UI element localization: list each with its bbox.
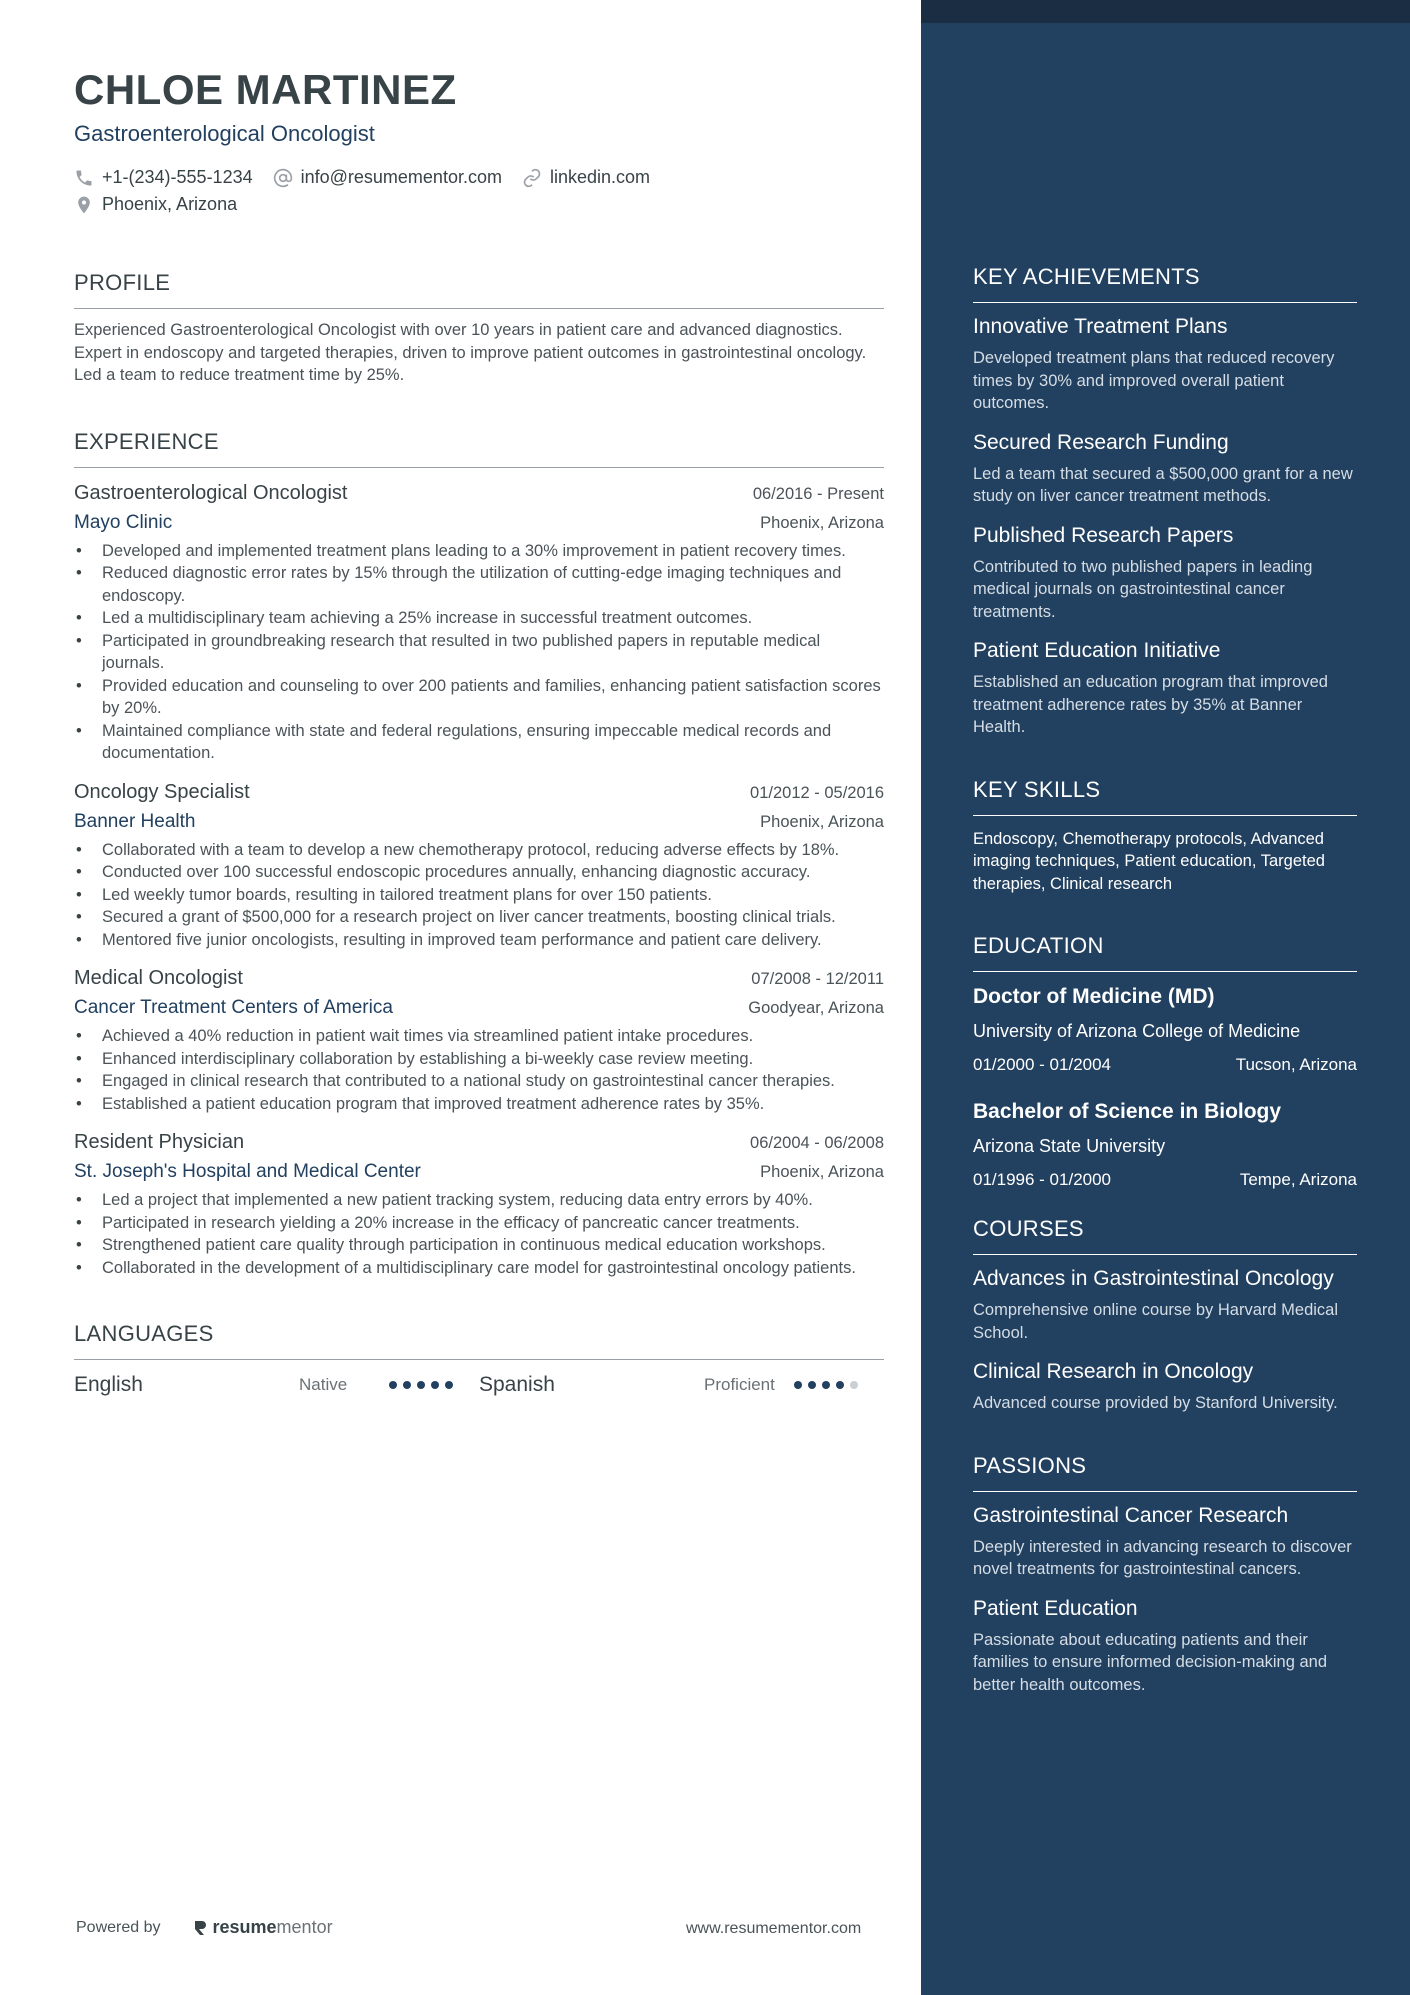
location-pin-icon [74,195,94,215]
job-dates: 06/2004 - 06/2008 [750,1134,884,1152]
job-company: Mayo Clinic [74,511,173,533]
job-bullets [74,1189,884,1279]
course-item [973,1358,1357,1415]
language-item [479,1373,884,1397]
at-sign-icon [273,168,293,188]
skills-heading: KEY SKILLS [973,775,1357,816]
language-name: Spanish [479,1373,555,1396]
job-location: Phoenix, Arizona [760,513,884,532]
achievement-item [973,429,1357,508]
rating-dot-filled [836,1381,844,1389]
passion-item [973,1595,1357,1697]
job-bullet: • Secured a grant of $500,000 for a research project on liver cancer treatments, boosting clinical trials. [102,906,884,929]
job-location: Phoenix, Arizona [760,1163,884,1181]
course-text: Comprehensive online course by Harvard Medical School. [973,1301,1339,1342]
passion-item [973,1502,1357,1581]
language-level: Native [299,1375,348,1394]
job-entry [74,777,884,952]
languages-section [74,1319,884,1400]
achievement-text: Established an education program that improved treatment adherence rates by 35% at Banner Health. [973,673,1328,736]
job-dates: 01/2012 - 05/2016 [750,783,884,802]
sidebar-content [973,262,1357,1732]
education-section [973,931,1357,1190]
job-company: Cancer Treatment Centers of America [74,997,393,1018]
resumementor-logo-icon [193,1919,207,1937]
contact-info [74,164,884,218]
education-location: Tucson, Arizona [1235,1055,1357,1074]
job-location: Goodyear, Arizona [748,999,884,1017]
contact-linkedin[interactable] [522,167,650,188]
link-icon [522,168,542,188]
sidebar [921,0,1410,1995]
language-name: English [74,1373,143,1396]
passion-title: Gastrointestinal Cancer Research [973,1503,1289,1527]
job-bullet: • Collaborated with a team to develop a new chemotherapy protocol, reducing adverse effects by 18%. [102,839,884,862]
job-bullet: • Led a multidisciplinary team achieving a 25% increase in successful treatment outcomes. [102,607,884,630]
job-bullet: • Enhanced interdisciplinary collaboration by establishing a bi-weekly case review meeting. [102,1048,884,1071]
language-rating [389,1381,453,1389]
candidate-name: CHLOE MARTINEZ [74,66,457,113]
language-rating [794,1381,858,1389]
achievement-item [973,313,1357,415]
achievements-section [973,262,1357,739]
rating-dot-empty [850,1381,858,1389]
education-degree: Doctor of Medicine (MD) [973,985,1215,1008]
job-dates: 06/2016 - Present [752,484,884,503]
achievement-title: Innovative Treatment Plans [973,315,1228,338]
location-text: Phoenix, Arizona [102,194,238,214]
profile-text: Experienced Gastroenterological Oncologist with over 10 years in patient care and advanced diagnostics. Expert in endoscopy and targeted therapies, driven to improve patient outcomes in gastrointestinal oncology. Led a team to reduce treatment time by 25%. [74,321,867,384]
rating-dot-filled [808,1381,816,1389]
achievement-item [973,522,1357,624]
achievement-text: Developed treatment plans that reduced recovery times by 30% and improved overall patient outcomes. [973,349,1335,412]
profile-heading: PROFILE [74,268,884,309]
course-title: Advances in Gastrointestinal Oncology [973,1267,1334,1290]
phone-icon [74,168,94,188]
courses-section [973,1214,1357,1415]
passion-title: Patient Education [973,1596,1138,1620]
rating-dot-filled [417,1381,425,1389]
rating-dot-filled [794,1381,802,1389]
brand-logo[interactable] [193,1917,333,1938]
course-text: Advanced course provided by Stanford University. [973,1394,1338,1412]
phone-text: +1-(234)-555-1234 [102,167,253,187]
rating-dot-filled [445,1381,453,1389]
contact-location [74,194,237,215]
job-bullet: • Participated in groundbreaking research that resulted in two published papers in reputable medical journals. [102,630,884,675]
courses-heading: COURSES [973,1214,1357,1255]
experience-section [74,427,884,1280]
rating-dot-filled [431,1381,439,1389]
job-location: Phoenix, Arizona [760,812,884,831]
job-bullet: • Developed and implemented treatment plans leading to a 30% improvement in patient recovery times. [102,540,884,563]
passion-text: Passionate about educating patients and their families to ensure informed decision-making and better health outcomes. [973,1630,1328,1694]
job-bullet: • Participated in research yielding a 20% increase in the efficacy of pancreatic cancer treatments. [102,1212,884,1235]
brand-name-bold: resume [212,1917,277,1937]
rating-dot-filled [389,1381,397,1389]
job-bullet: • Established a patient education program that improved treatment adherence rates by 35%. [102,1093,884,1116]
course-item [973,1265,1357,1344]
contact-phone[interactable] [74,167,253,188]
achievement-item [973,637,1357,739]
rating-dot-filled [403,1381,411,1389]
passions-heading: PASSIONS [973,1451,1357,1492]
job-bullet: • Strengthened patient care quality through participation in continuous medical education workshops. [102,1234,884,1257]
job-role: Medical Oncologist [74,967,243,989]
education-dates: 01/2000 - 01/2004 [973,1055,1112,1074]
education-degree: Bachelor of Science in Biology [973,1100,1282,1123]
job-entry [74,1127,884,1279]
job-bullet: • Conducted over 100 successful endoscopic procedures annually, enhancing diagnostic accuracy. [102,861,884,884]
job-bullet: • Mentored five junior oncologists, resulting in improved team performance and patient care delivery. [102,929,884,952]
brand-name-light: mentor [276,1917,333,1937]
language-list [74,1370,884,1400]
job-bullet: • Led a project that implemented a new patient tracking system, reducing data entry errors by 40%. [102,1189,884,1212]
skills-section [973,775,1357,896]
job-list [74,478,884,1280]
achievement-title: Published Research Papers [973,523,1234,547]
job-bullet: • Achieved a 40% reduction in patient wait times via streamlined patient intake procedures. [102,1025,884,1048]
profile-section [74,268,884,387]
job-bullet: • Engaged in clinical research that contributed to a national study on gastrointestinal cancer therapies. [102,1070,884,1093]
job-bullet: • Collaborated in the development of a multidisciplinary care model for gastrointestinal oncology patients. [102,1257,884,1280]
powered-by-label: Powered by [76,1918,161,1936]
job-bullet: • Reduced diagnostic error rates by 15% through the utilization of cutting-edge imaging techniques and endoscopy. [102,562,884,607]
job-bullets [74,540,884,765]
footer-url[interactable]: www.resumementor.com [686,1920,862,1937]
job-company: Banner Health [74,810,196,832]
experience-heading: EXPERIENCE [74,427,884,468]
job-bullets [74,839,884,952]
language-level: Proficient [704,1375,775,1394]
job-role: Gastroenterological Oncologist [74,481,348,504]
education-school: Arizona State University [973,1136,1166,1156]
job-bullet: • Provided education and counseling to over 200 patients and families, enhancing patient satisfaction scores by 20%. [102,675,884,720]
passions-section [973,1451,1357,1697]
achievement-title: Secured Research Funding [973,430,1229,454]
job-bullets [74,1025,884,1115]
candidate-title: Gastroenterological Oncologist [74,121,375,146]
education-item [973,982,1357,1075]
email-text: info@resumementor.com [300,167,502,187]
job-company: St. Joseph's Hospital and Medical Center [74,1161,421,1182]
achievement-text: Contributed to two published papers in leading medical journals on gastrointestinal cancer treatments. [973,557,1313,621]
education-heading: EDUCATION [973,931,1357,972]
passion-text: Deeply interested in advancing research to discover novel treatments for gastrointestinal cancers. [973,1537,1352,1578]
job-role: Resident Physician [74,1131,245,1153]
job-role: Oncology Specialist [74,780,250,803]
contact-email[interactable] [273,167,502,188]
job-dates: 07/2008 - 12/2011 [751,970,884,988]
achievement-title: Patient Education Initiative [973,639,1221,662]
languages-heading: LANGUAGES [74,1319,884,1360]
job-bullet: • Led weekly tumor boards, resulting in tailored treatment plans for over 150 patients. [102,884,884,907]
education-school: University of Arizona College of Medicine [973,1021,1301,1041]
achievements-heading: KEY ACHIEVEMENTS [973,262,1357,303]
job-entry [74,478,884,765]
course-title: Clinical Research in Oncology [973,1360,1254,1383]
footer-powered-by [76,1917,333,1938]
job-bullet: • Maintained compliance with state and federal regulations, ensuring impeccable medical records and documentation. [102,720,884,765]
achievement-text: Led a team that secured a $500,000 grant for a new study on liver cancer treatment methods. [973,464,1353,505]
main-column [74,62,884,1400]
education-item [973,1097,1357,1190]
sidebar-top-bar [921,0,1410,23]
language-item [74,1373,479,1397]
linkedin-text: linkedin.com [549,167,651,187]
education-location: Tempe, Arizona [1239,1170,1357,1189]
education-dates: 01/1996 - 01/2000 [973,1170,1112,1189]
rating-dot-filled [822,1381,830,1389]
job-entry [74,963,884,1115]
skills-text: Endoscopy, Chemotherapy protocols, Advanced imaging techniques, Patient education, Targeted therapies, Clinical research [973,829,1325,893]
